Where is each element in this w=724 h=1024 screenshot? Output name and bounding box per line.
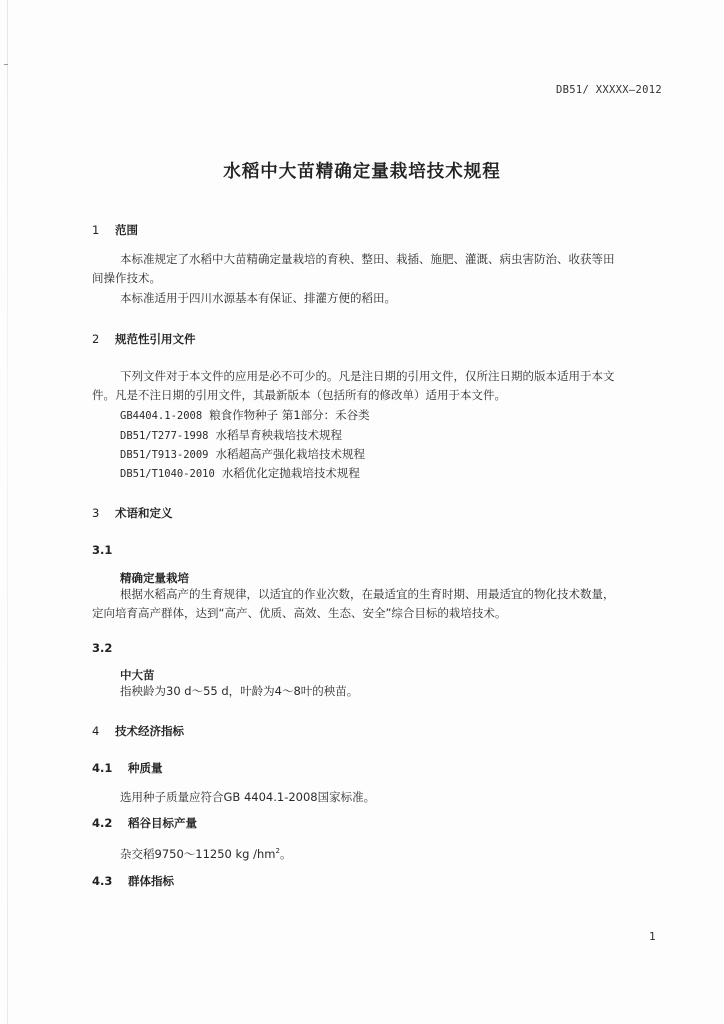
section-number: 3 (92, 506, 100, 520)
reference-code: GB4404.1-2008 (120, 410, 203, 422)
reference-item (120, 407, 370, 423)
section-1-heading (92, 222, 138, 238)
paragraph-line: 件。凡是不注日期的引用文件，其最新版本（包括所有的修改单）适用于本文件。 (92, 388, 506, 402)
subsection-number: 4.1 (92, 761, 113, 775)
subsection-title: 群体指标 (128, 874, 174, 888)
paragraph-line: 本标准规定了水稻中大苗精确定量栽培的育秧、整田、栽插、施肥、灌溉、病虫害防治、收获等田 (120, 252, 615, 266)
section-title: 术语和定义 (115, 506, 173, 520)
term-number: 3.2 (92, 641, 113, 655)
term-definition-line: 根据水稻高产的生育规律，以适宜的作业次数，在最适宜的生育时期、用最适宜的物化技术数量， (120, 587, 615, 601)
section-title: 技术经济指标 (115, 724, 184, 738)
section-2-heading (92, 331, 196, 347)
term-number: 3.1 (92, 543, 113, 557)
subsection-4-2-heading (92, 815, 197, 831)
term-definition-line: 指秧龄为30 d～55 d，叶龄为4～8叶的秧苗。 (120, 684, 359, 698)
reference-item (120, 446, 365, 462)
reference-item (120, 465, 360, 481)
subsection-title: 稻谷目标产量 (128, 816, 197, 830)
subsection-number: 4.3 (92, 874, 113, 888)
subsection-number: 4.2 (92, 816, 113, 830)
section-title: 范围 (115, 223, 138, 237)
document-code: DB51/ XXXXX—2012 (556, 84, 662, 96)
paragraph-line: 下列文件对于本文件的应用是必不可少的。凡是注日期的引用文件，仅所注日期的版本适用于本文 (120, 369, 615, 383)
term-definition-line: 定向培育高产群体，达到“高产、优质、高效、生态、安全”综合目标的栽培技术。 (92, 606, 507, 620)
sentence-end: 。 (279, 846, 292, 861)
reference-title: 水稻优化定抛栽培技术规程 (221, 466, 360, 480)
reference-title: 粮食作物种子 第1部分：禾谷类 (209, 408, 370, 422)
page-number: 1 (649, 930, 656, 943)
paragraph-line: 本标准适用于四川水源基本有保证、排灌方便的稻田。 (120, 291, 396, 305)
reference-title: 水稻旱育秧栽培技术规程 (215, 428, 343, 442)
section-3-heading (92, 505, 173, 521)
scan-edge-mark (4, 64, 8, 65)
section-number: 4 (92, 724, 100, 738)
reference-code: DB51/T913-2009 (120, 449, 209, 461)
paragraph-line: 间操作技术。 (92, 271, 161, 285)
yield-target-text: 杂交稻9750～11250 kg /hm (120, 846, 276, 861)
subsection-title: 种质量 (128, 761, 163, 775)
section-4-heading (92, 723, 184, 739)
subsection-4-1-heading (92, 760, 163, 776)
paragraph-line: 选用种子质量应符合GB 4404.1-2008国家标准。 (120, 790, 376, 804)
term-name: 中大苗 (120, 668, 155, 682)
yield-target-line (120, 842, 291, 864)
reference-code: DB51/T277-1998 (120, 430, 209, 442)
reference-code: DB51/T1040-2010 (120, 468, 215, 480)
reference-item (120, 427, 342, 443)
reference-title: 水稻超高产强化栽培技术规程 (215, 447, 366, 461)
unit-superscript: 2 (275, 847, 280, 855)
section-title: 规范性引用文件 (115, 332, 196, 346)
section-number: 2 (92, 332, 100, 346)
section-number: 1 (92, 223, 100, 237)
subsection-4-3-heading (92, 873, 174, 889)
document-title: 水稻中大苗精确定量栽培技术规程 (223, 162, 501, 182)
scan-edge-line (7, 0, 8, 1024)
term-name: 精确定量栽培 (120, 571, 189, 585)
